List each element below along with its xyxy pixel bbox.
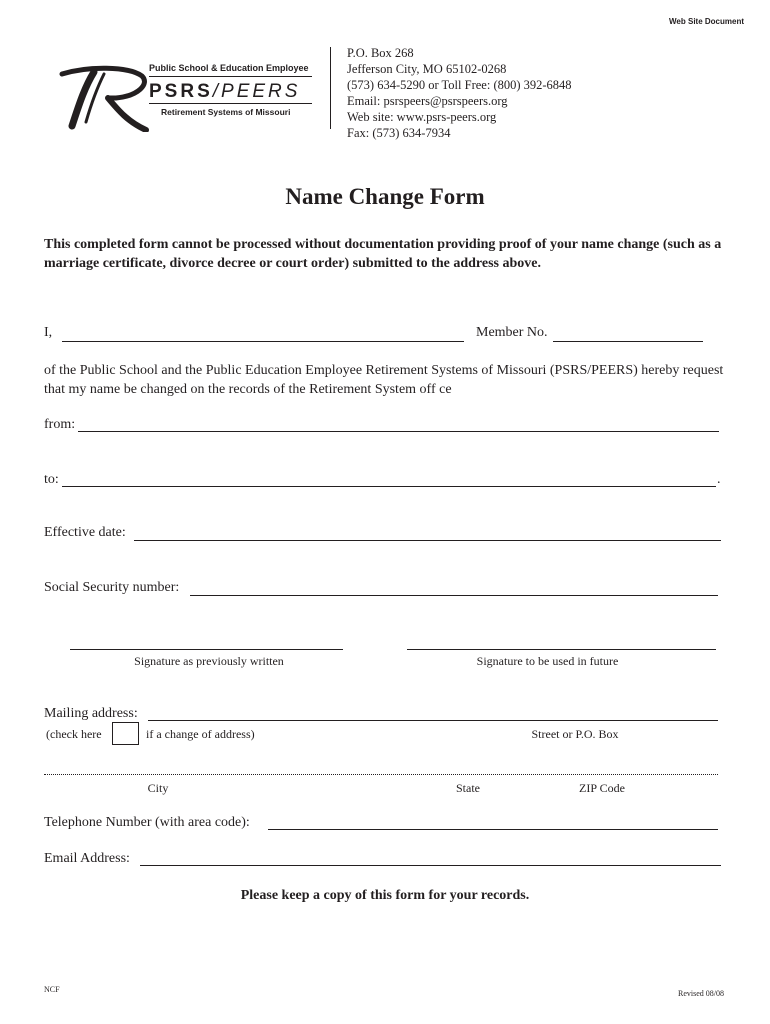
to-name-field[interactable] xyxy=(62,486,716,487)
change-of-address-label: if a change of address) xyxy=(146,727,255,741)
logo-divider xyxy=(149,76,312,77)
telephone-label: Telephone Number (with area code): xyxy=(44,815,250,830)
member-no-field[interactable] xyxy=(553,341,703,342)
member-no-label: Member No. xyxy=(476,325,548,340)
zip-caption: ZIP Code xyxy=(579,781,625,795)
city-caption: City xyxy=(147,781,169,795)
city-state-zip-field[interactable] xyxy=(44,774,718,775)
documentation-notice: This completed form cannot be processed without documentation providing proof of your name change (such as a marriage certificate, divorce decree or court order) submitted to the address above. xyxy=(44,237,722,271)
signature-previous-field[interactable] xyxy=(70,649,343,650)
logo-acronym-peers: PEERS xyxy=(221,81,301,102)
contact-phone: (573) 634-5290 or Toll Free: (800) 392-6848 xyxy=(347,78,572,92)
page-title: Name Change Form xyxy=(285,184,485,209)
keep-copy-notice: Please keep a copy of this form for your records. xyxy=(240,888,530,903)
psrs-peers-logo xyxy=(58,60,318,132)
email-field[interactable] xyxy=(140,865,721,866)
form-code: NCF xyxy=(44,985,60,994)
header-divider xyxy=(330,47,331,129)
from-label: from: xyxy=(44,417,76,432)
logo-divider xyxy=(149,103,312,104)
name-field[interactable] xyxy=(62,341,464,342)
web-site-document-label: Web Site Document xyxy=(669,17,744,26)
from-name-field[interactable] xyxy=(78,431,719,432)
contact-website[interactable]: Web site: www.psrs-peers.org xyxy=(347,110,497,124)
ssn-label: Social Security number: xyxy=(44,580,180,595)
telephone-field[interactable] xyxy=(268,829,718,830)
signature-previous-caption: Signature as previously written xyxy=(134,654,284,668)
name-prefix-label: I, xyxy=(44,325,53,340)
contact-email[interactable]: Email: psrspeers@psrspeers.org xyxy=(347,94,508,108)
email-label: Email Address: xyxy=(44,851,130,866)
check-here-label: (check here xyxy=(46,727,102,741)
mailing-address-label: Mailing address: xyxy=(44,706,138,721)
contact-city: Jefferson City, MO 65102-0268 xyxy=(347,62,507,76)
logo-line-top: Public School & Education Employee xyxy=(149,63,309,73)
ssn-field[interactable] xyxy=(190,595,718,596)
logo-slash: / xyxy=(212,81,222,102)
effective-date-label: Effective date: xyxy=(44,525,126,540)
effective-date-field[interactable] xyxy=(134,540,721,541)
revision-date: Revised 08/08 xyxy=(678,989,724,998)
logo-line-bottom: Retirement Systems of Missouri xyxy=(161,107,291,117)
street-caption: Street or P.O. Box xyxy=(531,727,619,741)
request-statement: of the Public School and the Public Education Employee Retirement Systems of Missouri (PSRS/PEERS) hereby request that my name be changed on the records of the Retirement System off ce xyxy=(44,363,724,397)
signature-future-field[interactable] xyxy=(407,649,716,650)
state-caption: State xyxy=(456,781,480,795)
signature-future-caption: Signature to be used in future xyxy=(476,654,619,668)
street-field[interactable] xyxy=(148,720,718,721)
to-line-period: . xyxy=(717,472,721,487)
contact-block xyxy=(347,45,572,141)
contact-fax: Fax: (573) 634-7934 xyxy=(347,126,451,140)
contact-po-box: P.O. Box 268 xyxy=(347,46,414,60)
change-of-address-checkbox[interactable] xyxy=(112,722,139,745)
to-label: to: xyxy=(44,472,59,487)
logo-acronym-psrs: PSRS xyxy=(149,81,213,102)
r-swoosh-logo-icon xyxy=(58,60,150,132)
logo-acronym xyxy=(149,81,300,103)
